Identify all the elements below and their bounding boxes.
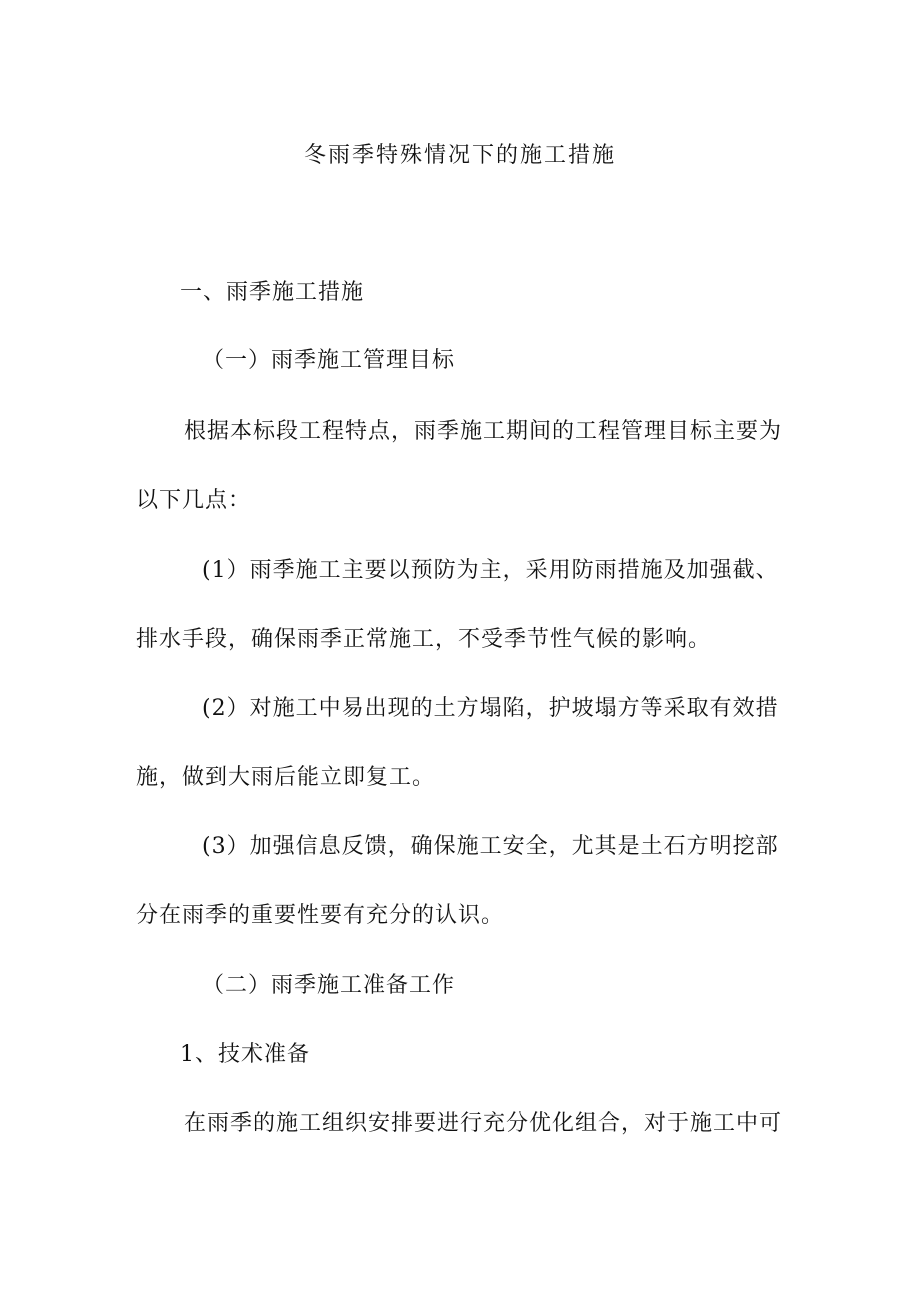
subsection-heading-preparation: （二）雨季施工准备工作 — [202, 973, 456, 998]
item-heading-technical-preparation: 1、技术准备 — [180, 1042, 310, 1067]
list-item-line: (3）加强信息反馈，确保施工安全，尤其是土石方明挖部 — [202, 834, 779, 859]
list-item-line: 分在雨季的重要性要有充分的认识。 — [136, 903, 505, 928]
subsection-heading-management-goals: （一）雨季施工管理目标 — [202, 348, 456, 373]
list-item-line: (2）对施工中易出现的土方塌陷，护坡塌方等采取有效措 — [202, 696, 779, 721]
paragraph-line: 在雨季的施工组织安排要进行充分优化组合，对于施工中可 — [184, 1111, 783, 1136]
list-item-line: 施，做到大雨后能立即复工。 — [136, 765, 436, 790]
paragraph-line: 根据本标段工程特点，雨季施工期间的工程管理目标主要为 — [184, 419, 783, 444]
list-item-line: 排水手段，确保雨季正常施工，不受季节性气候的影响。 — [136, 627, 712, 652]
list-item-line: (1）雨季施工主要以预防为主，采用防雨措施及加强截、 — [202, 558, 779, 583]
paragraph-line: 以下几点： — [136, 488, 252, 513]
document-title: 冬雨季特殊情况下的施工措施 — [303, 143, 616, 168]
section-heading-rainy-season: 一、雨季施工措施 — [180, 280, 365, 305]
